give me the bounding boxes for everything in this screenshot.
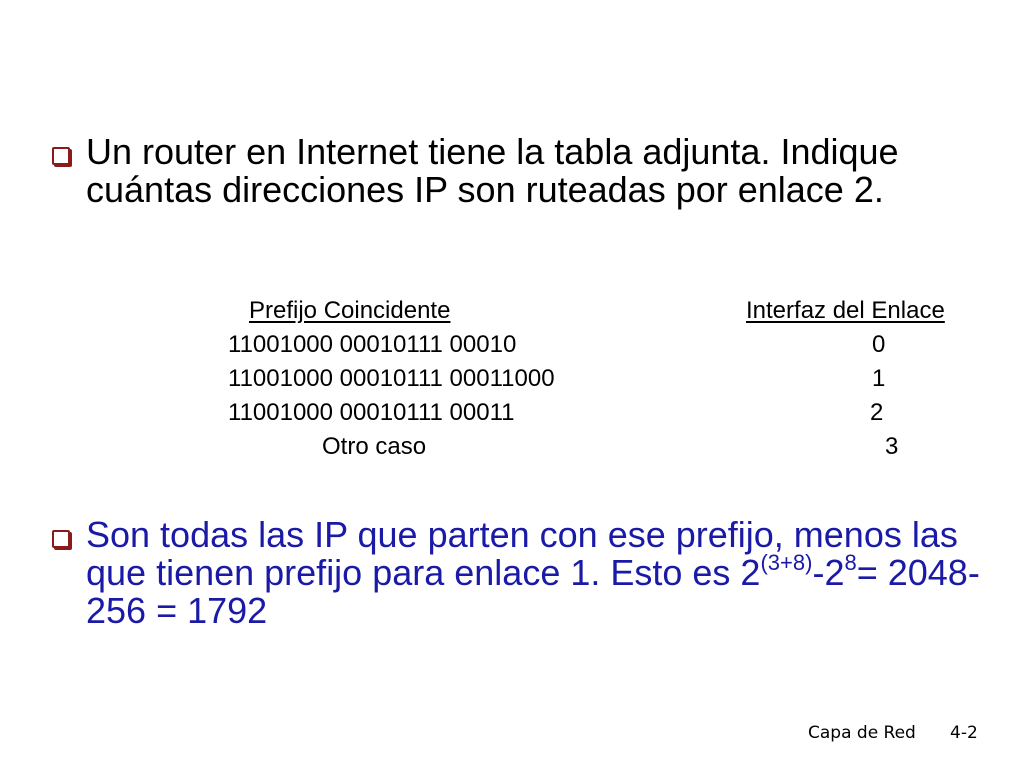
table-header-prefix: Prefijo Coincidente (249, 297, 451, 324)
checkbox-bullet-icon (52, 530, 70, 548)
answer-bullet (52, 516, 996, 630)
table-row-interface: 1 (872, 365, 886, 392)
table-row-prefix: 11001000 00010111 00011 (228, 399, 515, 426)
answer-exponent: 8 (844, 550, 857, 575)
question-text: Un router en Internet tiene la tabla adjunta. Indique cuántas direcciones IP son ruteadas por enlace 2. (86, 131, 899, 210)
footer-title: Capa de Red (808, 723, 916, 743)
checkbox-bullet-icon (52, 147, 70, 165)
answer-text-part: = 2048-256 = 1792 (86, 552, 980, 631)
answer-exponent: (3+8) (760, 550, 813, 575)
answer-text (86, 516, 996, 630)
table-row-interface: 0 (872, 331, 886, 358)
table-row-prefix: 11001000 00010111 00011000 (228, 365, 555, 392)
table-row-prefix: 11001000 00010111 00010 (228, 331, 517, 358)
page-number: 4-2 (950, 723, 978, 743)
table-row-interface: 3 (885, 433, 899, 460)
table-row-interface: 2 (870, 399, 884, 426)
table-header-interface: Interfaz del Enlace (746, 297, 945, 324)
question-bullet (52, 133, 996, 209)
answer-text-part: -2 (812, 552, 845, 593)
table-row-prefix: Otro caso (322, 433, 427, 460)
answer-text-part: Son todas las IP que parten con ese prefijo, menos las que tienen prefijo para enlace 1. Esto es 2 (86, 514, 958, 593)
